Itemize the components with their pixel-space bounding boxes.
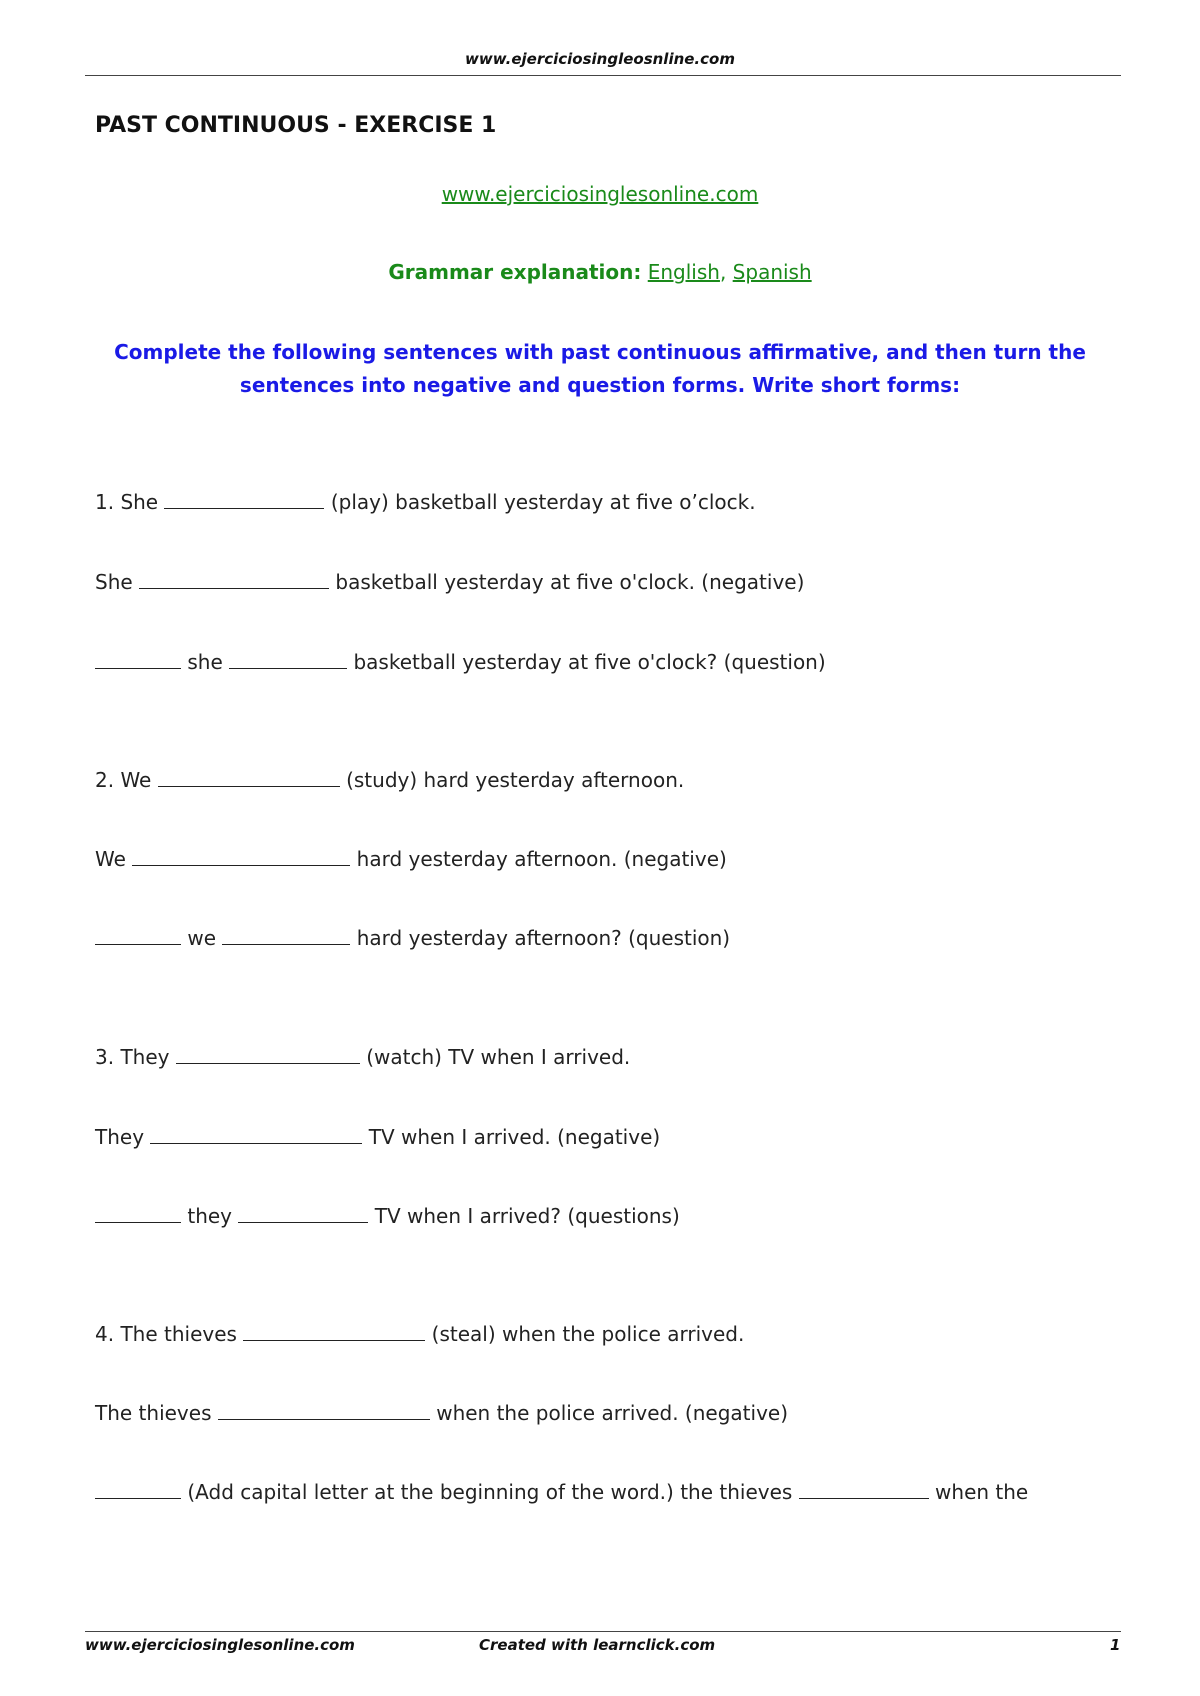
answer-blank[interactable]	[95, 926, 181, 945]
sentence-start: They	[95, 1125, 145, 1149]
sentence-end: hard yesterday afternoon. (negative)	[356, 847, 727, 871]
sentence-end: hard yesterday afternoon? (question)	[356, 926, 731, 950]
sentence-end: basketball yesterday at five o'clock? (question)	[353, 650, 826, 674]
header-url: www.ejerciciosingleosnline.com	[465, 50, 735, 68]
answer-blank[interactable]	[139, 570, 329, 589]
answer-blank[interactable]	[158, 768, 340, 787]
page-title: PAST CONTINUOUS - EXERCISE 1	[95, 113, 497, 138]
grammar-comma: ,	[719, 260, 727, 284]
exercise-4-question	[95, 1480, 1028, 1504]
exercise-3-question	[95, 1204, 680, 1228]
instructions: Complete the following sentences with past continuous affirmative, and then turn the sentences into negative and question forms. Write short forms:	[114, 340, 1086, 397]
exercise-4-affirmative	[95, 1322, 744, 1346]
exercise-1-affirmative	[95, 490, 756, 514]
exercise-1-negative	[95, 570, 804, 594]
grammar-explanation	[0, 260, 1200, 284]
answer-blank[interactable]	[95, 1204, 181, 1223]
sentence-end: (play) basketball yesterday at five o’clock.	[330, 490, 756, 514]
exercise-3-affirmative	[95, 1045, 630, 1069]
answer-blank[interactable]	[238, 1204, 368, 1223]
sentence-start: 4. The thieves	[95, 1322, 237, 1346]
english-link[interactable]: English	[647, 260, 720, 284]
answer-blank[interactable]	[176, 1045, 360, 1064]
sentence-middle: we	[187, 926, 217, 950]
exercise-2-negative	[95, 847, 727, 871]
exercise-1-question	[95, 650, 826, 674]
sentence-middle: they	[187, 1204, 233, 1228]
site-link[interactable]: www.ejerciciosinglesonline.com	[441, 182, 759, 206]
sentence-start: 1. She	[95, 490, 159, 514]
answer-blank[interactable]	[799, 1480, 929, 1499]
sentence-end: TV when I arrived. (negative)	[368, 1125, 661, 1149]
sentence-end: TV when I arrived? (questions)	[374, 1204, 680, 1228]
sentence-middle: (Add capital letter at the beginning of the word.) the thieves	[187, 1480, 793, 1504]
answer-blank[interactable]	[222, 926, 350, 945]
footer-rule	[85, 1631, 1121, 1632]
answer-blank[interactable]	[229, 650, 347, 669]
page-number: 1	[1110, 1636, 1121, 1654]
sentence-start: The thieves	[95, 1401, 212, 1425]
answer-blank[interactable]	[95, 650, 181, 669]
answer-blank[interactable]	[132, 847, 350, 866]
header-rule	[85, 75, 1121, 76]
sentence-start: 3. They	[95, 1045, 170, 1069]
sentence-end: when the police arrived. (negative)	[436, 1401, 789, 1425]
answer-blank[interactable]	[95, 1480, 181, 1499]
footer-url: www.ejerciciosinglesonline.com	[85, 1636, 355, 1654]
sentence-end: (study) hard yesterday afternoon.	[346, 768, 685, 792]
sentence-middle: she	[187, 650, 223, 674]
answer-blank[interactable]	[164, 490, 324, 509]
grammar-label: Grammar explanation:	[388, 260, 642, 284]
footer-credit: Created with learnclick.com	[479, 1636, 716, 1654]
exercise-2-question	[95, 926, 730, 950]
sentence-start: 2. We	[95, 768, 152, 792]
answer-blank[interactable]	[218, 1401, 430, 1420]
sentence-start: We	[95, 847, 126, 871]
sentence-end: basketball yesterday at five o'clock. (negative)	[335, 570, 805, 594]
exercise-2-affirmative	[95, 768, 684, 792]
answer-blank[interactable]	[150, 1125, 362, 1144]
exercise-3-negative	[95, 1125, 660, 1149]
sentence-end: (steal) when the police arrived.	[431, 1322, 745, 1346]
answer-blank[interactable]	[243, 1322, 425, 1341]
exercise-4-negative	[95, 1401, 788, 1425]
sentence-end: when the	[935, 1480, 1029, 1504]
spanish-link[interactable]: Spanish	[732, 260, 812, 284]
sentence-start: She	[95, 570, 133, 594]
sentence-end: (watch) TV when I arrived.	[366, 1045, 631, 1069]
